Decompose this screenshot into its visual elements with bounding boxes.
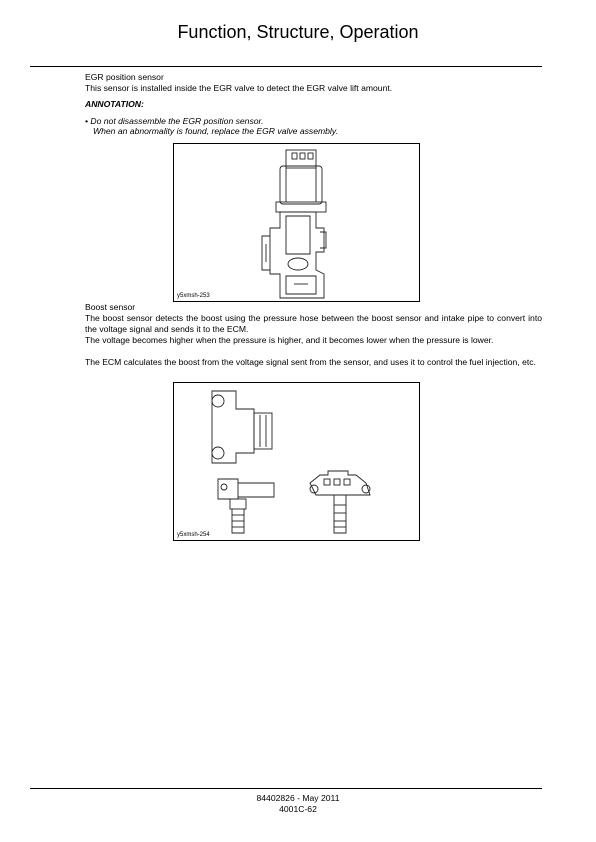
annotation-bullet-line1: • Do not disassemble the EGR position sensor. bbox=[85, 116, 264, 126]
boost-paragraph-1: The boost sensor detects the boost using the pressure hose between the boost sensor and intake pipe to convert into the voltage signal and sends it to the ECM. bbox=[85, 313, 542, 334]
annotation-label: ANNOTATION: bbox=[85, 99, 144, 109]
boost-heading: Boost sensor bbox=[85, 302, 136, 312]
boost-sensor-illustration bbox=[174, 383, 419, 540]
boost-paragraph-2: The voltage becomes higher when the pressure is higher, and it becomes lower when the pressure is lower. bbox=[85, 335, 494, 345]
egr-sensor-figure bbox=[173, 143, 420, 302]
egr-figure-label: y5xmsh-253 bbox=[177, 293, 210, 299]
egr-description: This sensor is installed inside the EGR valve to detect the EGR valve lift amount. bbox=[85, 83, 393, 93]
page-title: Function, Structure, Operation bbox=[177, 22, 419, 42]
header-rule bbox=[30, 66, 542, 67]
egr-valve-illustration bbox=[174, 144, 419, 301]
footer-rule bbox=[30, 788, 542, 789]
boost-sensor-figure bbox=[173, 382, 420, 541]
footer-doc-line: 84402826 - May 2011 bbox=[256, 793, 340, 803]
boost-figure-label: y5xmsh-254 bbox=[177, 532, 210, 538]
annotation-bullet-line2: When an abnormality is found, replace the EGR valve assembly. bbox=[93, 126, 338, 136]
boost-paragraph-3: The ECM calculates the boost from the voltage signal sent from the sensor, and uses it to control the fuel injection, etc. bbox=[85, 357, 536, 367]
footer-page-number: 4001C-62 bbox=[279, 804, 317, 814]
egr-heading: EGR position sensor bbox=[85, 72, 164, 82]
